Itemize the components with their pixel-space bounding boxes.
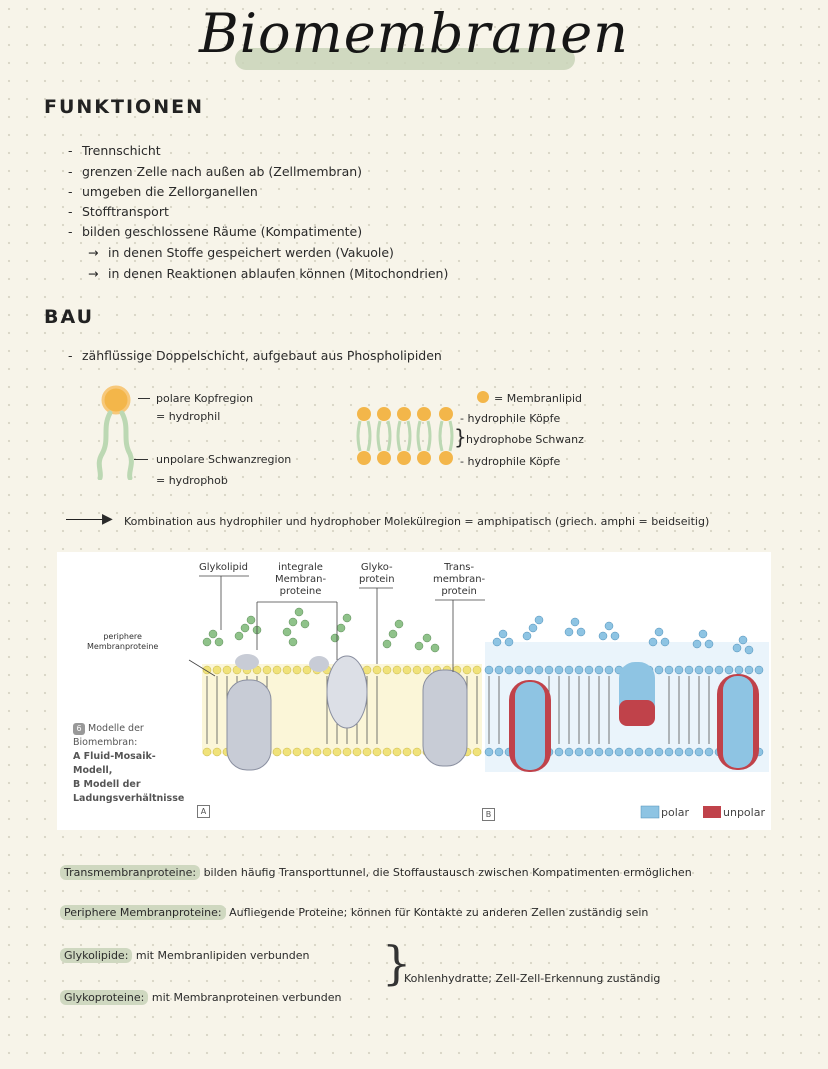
list-subitem: → in denen Reaktionen ablaufen können (Mitochondrien)	[88, 266, 449, 281]
arrow-head-icon: ▶	[102, 511, 113, 527]
label-glykoprotein: Glyko- protein	[359, 562, 395, 585]
heading-funktionen: FUNKTIONEN	[44, 96, 204, 118]
membrane-figure	[57, 552, 771, 830]
brace-icon: }	[382, 936, 412, 990]
legend-lipid: = Membranlipid	[494, 392, 583, 405]
combination-text: Kombination aus hydrophiler und hydrophober Molekülregion = amphipatisch (griech. amphi = beidseitig)	[124, 515, 710, 528]
polar-label: polare Kopfregion	[156, 392, 254, 405]
figure-caption: 6 Modelle der Biomembran: A Fluid-Mosaik-Modell, B Modell der Ladungsverhältnisse	[73, 723, 185, 804]
panel-a-label: A	[197, 805, 210, 818]
page-title: Biomembranen	[199, 2, 629, 65]
label-glykolipid: Glykolipid	[199, 562, 249, 573]
legend-unpolar: unpolar	[723, 806, 765, 819]
legend-polar: polar	[661, 806, 690, 819]
bau-intro: - zähflüssige Doppelschicht, aufgebaut aus Phospholipiden	[68, 348, 442, 363]
def-glykolipide: Glykolipide: mit Membranlipiden verbunden	[60, 949, 310, 962]
pointer-line	[138, 398, 150, 399]
label-transmembran: Trans- membran- protein	[433, 562, 486, 597]
list-item: - Trennschicht	[68, 143, 161, 158]
nonpolar-meaning: = hydrophob	[156, 474, 228, 487]
nonpolar-label: unpolare Schwanzregion	[156, 453, 292, 466]
polar-meaning: = hydrophil	[156, 410, 221, 423]
list-item: - grenzen Zelle nach außen ab (Zellmembran)	[68, 164, 363, 179]
def-peripher: Periphere Membranproteine: Aufliegende Proteine; können für Kontakte zu anderen Zellen zuständig sein	[60, 906, 648, 919]
list-subitem: → in denen Stoffe gespeichert werden (Vakuole)	[88, 245, 394, 260]
legend-polar-swatch	[641, 806, 659, 818]
list-item: - Stofftransport	[68, 204, 169, 219]
legend-bottom: - hydrophile Köpfe	[460, 455, 561, 468]
list-item: - bilden geschlossene Räume (Kompatimente)	[68, 224, 363, 239]
legend-top: - hydrophile Köpfe	[460, 412, 561, 425]
def-glykoproteine: Glykoproteine: mit Membranproteinen verbunden	[60, 991, 341, 1004]
label-integrale: integrale Membran- proteine	[275, 562, 327, 597]
def-transmembran: Transmembranproteine: bilden häufig Transporttunnel, die Stoffaustausch zwischen Kompatimenten ermöglichen	[60, 866, 692, 879]
def-shared: Kohlenhydratte; Zell-Zell-Erkennung zuständig	[404, 972, 661, 985]
arrow-line	[66, 519, 106, 520]
bilayer-icon	[352, 404, 462, 468]
pointer-line	[134, 459, 148, 460]
brace: }	[454, 425, 467, 449]
panel-b-label: B	[482, 808, 495, 821]
legend-middle: hydrophobe Schwanz	[466, 433, 584, 446]
lipid-dot-icon	[476, 390, 490, 404]
heading-bau: BAU	[44, 306, 95, 328]
label-peripher: periphere Membranproteine	[87, 632, 159, 651]
legend-unpolar-swatch	[703, 806, 721, 818]
list-item: - umgeben die Zellorganellen	[68, 184, 258, 199]
